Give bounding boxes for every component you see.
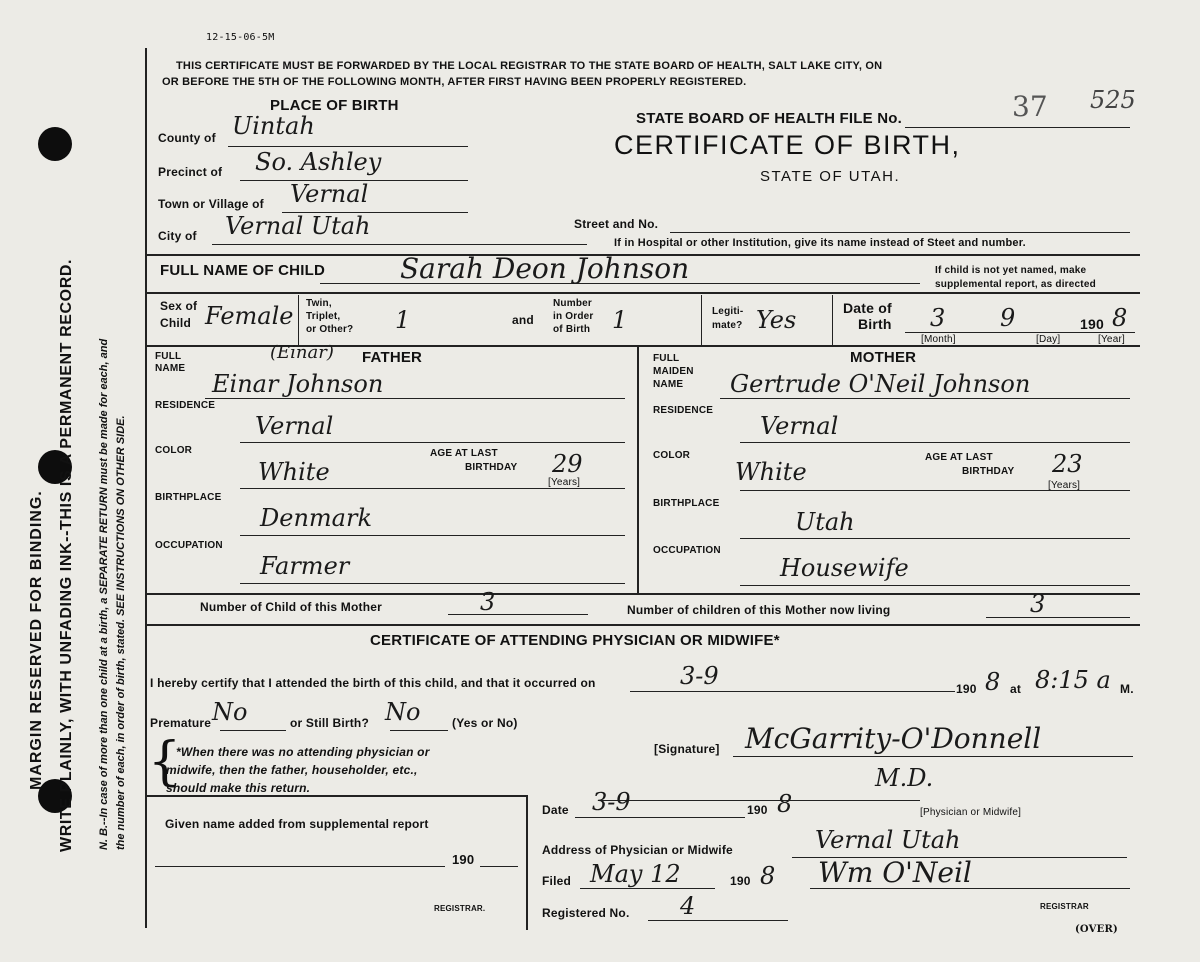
- signature-title: M.D.: [875, 764, 934, 792]
- city-label: City of: [158, 229, 197, 243]
- father-color-label: COLOR: [155, 445, 193, 456]
- registrar-label-2: REGISTRAR: [1040, 902, 1089, 911]
- father-occupation-label: OCCUPATION: [155, 540, 223, 551]
- date-label-2: Birth: [858, 316, 892, 332]
- mother-color-label: COLOR: [653, 450, 691, 461]
- filed-year-prefix: 190: [730, 874, 751, 888]
- town-label: Town or Village of: [158, 197, 264, 211]
- margin-nb-line2: the number of each, in order of birth, stated. SEE INSTRUCTIONS ON OTHER SIDE.: [115, 415, 127, 850]
- notice-line2: OR BEFORE THE 5TH OF THE FOLLOWING MONTH, AFTER FIRST HAVING BEEN PROPERLY REGISTERED.: [162, 76, 747, 88]
- divider-bottom-middle: [526, 795, 528, 930]
- parents-divider: [637, 345, 639, 593]
- note-line3: should make this return.: [166, 781, 311, 795]
- child-name-note-line2: supplemental report, as directed: [935, 279, 1096, 290]
- father-birthplace-label: BIRTHPLACE: [155, 492, 222, 503]
- city-value: Vernal Utah: [225, 212, 371, 240]
- day-label: [Day]: [1036, 334, 1061, 345]
- date-year-value: 8: [1112, 304, 1128, 332]
- child-name-note-line1: If child is not yet named, make: [935, 265, 1087, 276]
- physician-date-year-value: 8: [777, 790, 793, 818]
- filed-value: May 12: [590, 860, 681, 888]
- child-name-label: FULL NAME OF CHILD: [160, 262, 325, 279]
- living-value: 3: [1030, 590, 1046, 618]
- signature-label: [Signature]: [654, 742, 720, 756]
- role-label: [Physician or Midwife]: [920, 807, 1022, 818]
- address-value: Vernal Utah: [815, 826, 961, 854]
- hospital-note: If in Hospital or other Institution, give its name instead of Steet and number.: [614, 237, 1026, 249]
- father-occupation-value: Farmer: [260, 552, 350, 580]
- mother-color-value: White: [735, 458, 807, 486]
- still-birth-value: No: [385, 698, 421, 726]
- order-value: 1: [612, 306, 628, 334]
- date-month: 3: [930, 304, 946, 332]
- father-birthplace-value: Denmark: [260, 504, 372, 532]
- note-brace: {: [148, 732, 182, 792]
- month-label: [Month]: [921, 334, 956, 345]
- mother-age-label-1: AGE AT LAST: [925, 452, 993, 463]
- sex-value: Female: [205, 302, 294, 330]
- twin-label-3: or Other?: [306, 324, 354, 335]
- living-label: Number of children of this Mother now living: [627, 603, 891, 617]
- date-day: 9: [1000, 304, 1016, 332]
- date-year-prefix: 190: [1080, 316, 1104, 332]
- physician-year-prefix: 190: [956, 682, 977, 696]
- mother-residence-value: Vernal: [760, 412, 839, 440]
- over-label: (OVER): [1075, 924, 1118, 935]
- premature-value: No: [212, 698, 248, 726]
- form-code: 12-15-06-5M: [206, 32, 275, 43]
- filed-label: Filed: [542, 874, 572, 888]
- notice-line1: THIS CERTIFICATE MUST BE FORWARDED BY THE LOCAL REGISTRAR TO THE STATE BOARD OF HEALTH, SALT LAKE CITY, ON: [176, 60, 883, 72]
- twin-value: 1: [395, 306, 411, 334]
- mother-birthplace-value: Utah: [795, 508, 855, 536]
- father-name-label: NAME: [155, 363, 186, 374]
- order-label-3: of Birth: [553, 324, 591, 335]
- place-of-birth-heading: PLACE OF BIRTH: [270, 97, 399, 114]
- legit-label-1: Legiti-: [712, 306, 744, 317]
- given-year-prefix: 190: [452, 852, 475, 867]
- mother-residence-label: RESIDENCE: [653, 405, 714, 416]
- year-label: [Year]: [1098, 334, 1125, 345]
- still-birth-label: or Still Birth?: [290, 716, 369, 730]
- physician-heading: CERTIFICATE OF ATTENDING PHYSICIAN OR MIDWIFE*: [370, 632, 780, 649]
- child-number-label: Number of Child of this Mother: [200, 600, 382, 614]
- father-color-value: White: [258, 458, 330, 486]
- filed-signature: Wm O'Neil: [818, 856, 972, 889]
- town-value: Vernal: [290, 180, 369, 208]
- father-age-label-2: BIRTHDAY: [465, 462, 518, 473]
- mother-birthplace-label: BIRTHPLACE: [653, 498, 720, 509]
- mother-name-label: NAME: [653, 379, 684, 390]
- father-age-label-1: AGE AT LAST: [430, 448, 498, 459]
- mother-maiden-label: MAIDEN: [653, 366, 694, 377]
- and-label: and: [512, 313, 534, 327]
- mother-years-label: [Years]: [1048, 480, 1081, 491]
- physician-year-value: 8: [985, 668, 1001, 696]
- premature-label: Premature: [150, 716, 212, 730]
- date-label-1: Date of: [843, 300, 892, 316]
- m-label: M.: [1120, 682, 1134, 696]
- margin-binding-line2: WRITE PLAINLY, WITH UNFADING INK--THIS IS A PERMANENT RECORD.: [58, 258, 75, 852]
- precinct-label: Precinct of: [158, 165, 223, 179]
- precinct-value: So. Ashley: [255, 148, 382, 176]
- file-label: STATE BOARD OF HEALTH FILE No.: [636, 110, 902, 127]
- order-label-1: Number: [553, 298, 592, 309]
- occurred-value: 3-9: [680, 662, 719, 690]
- time-value: 8:15 a: [1035, 666, 1111, 694]
- mother-full-label: FULL: [653, 353, 680, 364]
- child-number-value: 3: [480, 588, 496, 616]
- twin-label-1: Twin,: [306, 298, 332, 309]
- street-label: Street and No.: [574, 217, 659, 231]
- certify-text: I hereby certify that I attended the birth of this child, and that it occurred on: [150, 676, 596, 690]
- certificate-title: CERTIFICATE OF BIRTH,: [614, 130, 961, 160]
- father-years-label: [Years]: [548, 477, 581, 488]
- physician-date-value: 3-9: [592, 788, 631, 816]
- file-number-extra: 525: [1090, 86, 1136, 114]
- given-name-label: Given name added from supplemental report: [165, 817, 429, 831]
- father-heading: FATHER: [362, 349, 423, 366]
- yes-no-label: (Yes or No): [452, 716, 518, 730]
- county-value: Uintah: [232, 112, 315, 140]
- mother-age-value: 23: [1052, 450, 1083, 478]
- father-name-value: Einar Johnson: [212, 370, 384, 398]
- twin-label-2: Triplet,: [306, 311, 341, 322]
- state-label: STATE OF UTAH.: [760, 168, 901, 185]
- mother-occupation-value: Housewife: [780, 554, 909, 582]
- binding-hole-top: [38, 127, 72, 161]
- note-line1: *When there was no attending physician or: [176, 745, 430, 759]
- county-label: County of: [158, 131, 216, 145]
- mother-age-label-2: BIRTHDAY: [962, 466, 1015, 477]
- sex-label-2: Child: [160, 316, 191, 330]
- registrar-label: REGISTRAR.: [434, 904, 486, 913]
- physician-date-label: Date: [542, 803, 569, 817]
- margin-binding-line1: MARGIN RESERVED FOR BINDING.: [28, 490, 45, 790]
- address-label: Address of Physician or Midwife: [542, 843, 733, 857]
- note-line2: midwife, then the father, householder, etc.,: [166, 763, 418, 777]
- legit-label-2: mate?: [712, 320, 743, 331]
- father-age-value: 29: [552, 450, 583, 478]
- at-label: at: [1010, 682, 1022, 696]
- registered-value: 4: [680, 892, 696, 920]
- father-residence-label: RESIDENCE: [155, 400, 216, 411]
- registered-label: Registered No.: [542, 906, 630, 920]
- margin-nb-line1: N. B.--In case of more than one child at a birth, a SEPARATE RETURN must be made for each, and: [98, 338, 110, 850]
- father-residence-value: Vernal: [255, 412, 334, 440]
- physician-date-year-prefix: 190: [747, 803, 768, 817]
- sex-label-1: Sex of: [160, 299, 198, 313]
- mother-occupation-label: OCCUPATION: [653, 545, 721, 556]
- filed-year-value: 8: [760, 862, 776, 890]
- mother-heading: MOTHER: [850, 349, 917, 366]
- legit-value: Yes: [756, 306, 797, 334]
- child-name-value: Sarah Deon Johnson: [400, 252, 690, 285]
- file-number: 37: [1012, 90, 1048, 123]
- order-label-2: in Order: [553, 311, 594, 322]
- father-name-annotation: (Einar): [270, 342, 334, 363]
- father-full-label: FULL: [155, 351, 182, 362]
- signature-value: McGarrity-O'Donnell: [745, 722, 1042, 755]
- mother-name-value: Gertrude O'Neil Johnson: [730, 370, 1031, 398]
